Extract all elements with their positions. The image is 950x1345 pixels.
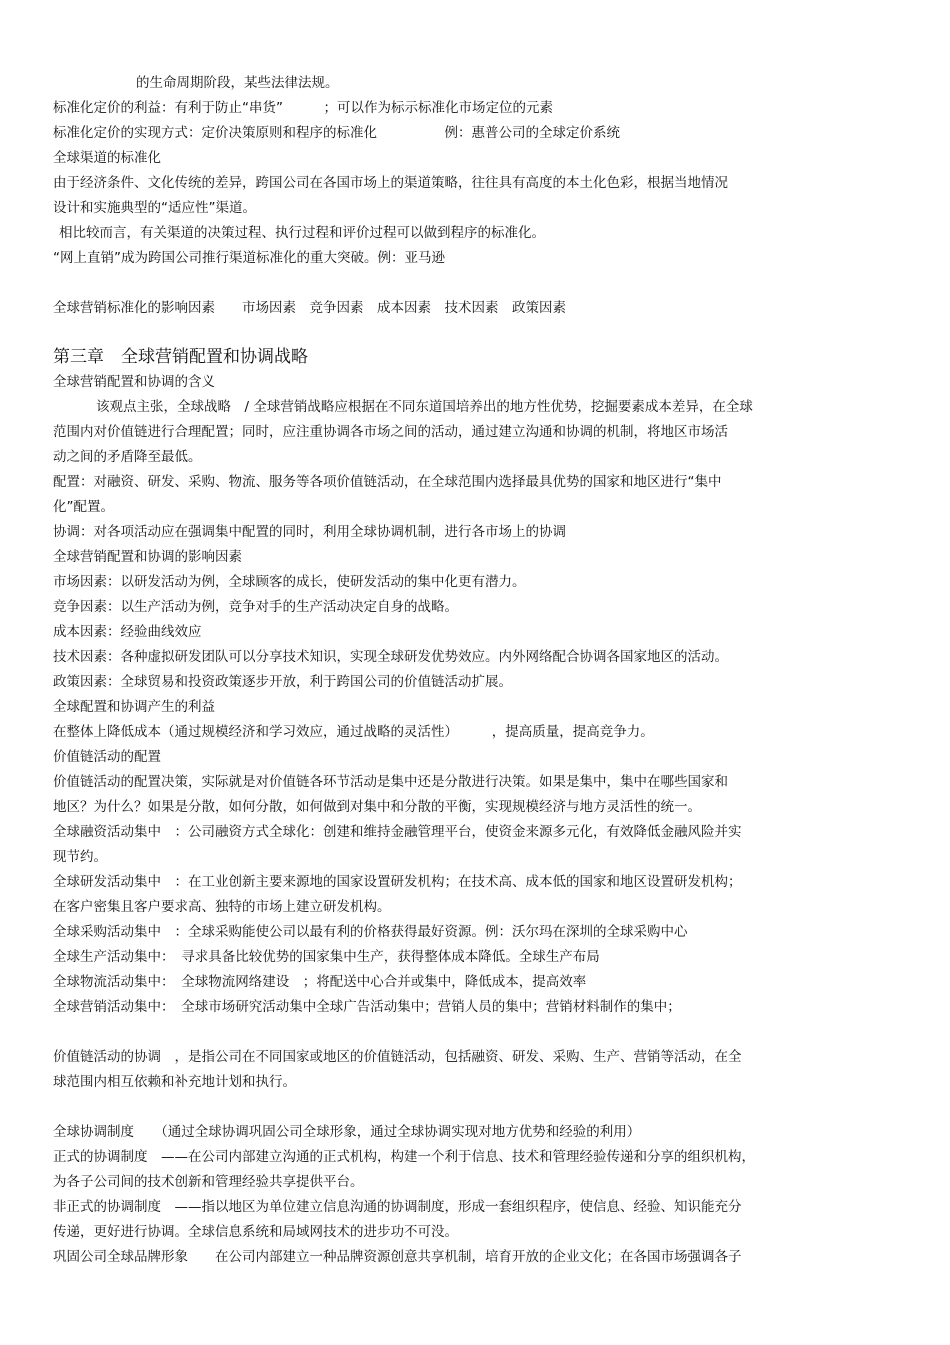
text-line: 由于经济条件、文化传统的差异，跨国公司在各国市场上的渠道策略，往往具有高度的本土化色彩，根据当地情况: [53, 175, 728, 191]
text-line: 全球营销活动集中： 全球市场研究活动集中全球广告活动集中；营销人员的集中；营销材料制作的集中；: [53, 999, 681, 1015]
text-line: 相比较而言，有关渠道的决策过程、执行过程和评价过程可以做到程序的标准化。: [59, 225, 545, 241]
text-line: 标准化定价的实现方式：定价决策原则和程序的标准化 例：惠普公司的全球定价系统: [53, 125, 620, 141]
text-line: 传递，更好进行协调。全球信息系统和局域网技术的进步功不可没。: [53, 1224, 458, 1240]
chapter-title: 第三章 全球营销配置和协调战略: [53, 347, 308, 367]
text-line: 技术因素：各种虚拟研发团队可以分享技术知识，实现全球研发优势效应。内外网络配合协调各国家地区的活动。: [53, 649, 728, 665]
text-line: 价值链活动的协调 ，是指公司在不同国家或地区的价值链活动，包括融资、研发、采购、生产、营销等活动，在全: [53, 1049, 742, 1065]
text-line: 全球融资活动集中 ：公司融资方式全球化：创建和维持金融管理平台，使资金来源多元化，有效降低金融风险并实: [53, 824, 742, 840]
text-line: 该观点主张，全球战略 / 全球营销战略应根据在不同东道国培养出的地方性优势，挖掘要素成本差异，在全球: [96, 399, 753, 415]
text-line: 现节约。: [53, 849, 107, 865]
text-line: 价值链活动的配置决策，实际就是对价值链各环节活动是集中还是分散进行决策。如果是集中，集中在哪些国家和: [53, 774, 728, 790]
text-line: 全球生产活动集中： 寻求具备比较优势的国家集中生产，获得整体成本降低。全球生产布局: [53, 949, 600, 965]
text-line: 范围内对价值链进行合理配置；同时，应注重协调各市场之间的活动，通过建立沟通和协调的机制，将地区市场活: [53, 424, 728, 440]
text-line: 全球采购活动集中 ：全球采购能使公司以最有利的价格获得最好资源。例：沃尔玛在深圳的全球采购中心: [53, 924, 688, 940]
text-line: 巩固公司全球品牌形象 在公司内部建立一种品牌资源创意共享机制，培育开放的企业文化；在各国市场强调各子: [53, 1249, 742, 1265]
text-line: 全球营销标准化的影响因素 市场因素 竞争因素 成本因素 技术因素 政策因素: [53, 300, 566, 316]
section-heading: 价值链活动的配置: [53, 749, 161, 765]
section-heading: 全球渠道的标准化: [53, 150, 161, 166]
text-line: 动之间的矛盾降至最低。: [53, 449, 202, 465]
section-heading: 全球营销配置和协调的含义: [53, 374, 215, 390]
text-line: 配置：对融资、研发、采购、物流、服务等各项价值链活动，在全球范围内选择最具优势的国家和地区进行“集中: [53, 474, 722, 490]
text-line: 化”配置。: [53, 499, 114, 515]
text-line: 全球协调制度 （通过全球协调巩固公司全球形象，通过全球协调实现对地方优势和经验的利用）: [53, 1124, 641, 1140]
text-line: 为各子公司间的技术创新和管理经验共享提供平台。: [53, 1174, 364, 1190]
text-line: 标准化定价的利益：有利于防止“串货” ；可以作为标示标准化市场定位的元素: [53, 100, 553, 116]
text-line: 市场因素：以研发活动为例，全球顾客的成长，使研发活动的集中化更有潜力。: [53, 574, 526, 590]
text-line: 球范围内相互依赖和补充地计划和执行。: [53, 1074, 296, 1090]
text-line: “网上直销”成为跨国公司推行渠道标准化的重大突破。例：亚马逊: [53, 250, 445, 266]
text-line: 在整体上降低成本（通过规模经济和学习效应，通过战略的灵活性） ，提高质量，提高竞争力。: [53, 724, 654, 740]
text-line: 正式的协调制度 ——在公司内部建立沟通的正式机构，构建一个利于信息、技术和管理经验传递和分享的组织机构，: [53, 1149, 755, 1165]
text-line: 政策因素：全球贸易和投资政策逐步开放，利于跨国公司的价值链活动扩展。: [53, 674, 512, 690]
text-line: 在客户密集且客户要求高、独特的市场上建立研发机构。: [53, 899, 391, 915]
text-line: 地区？为什么？如果是分散，如何分散，如何做到对集中和分散的平衡，实现规模经济与地方灵活性的统一。: [53, 799, 701, 815]
text-line: 竞争因素：以生产活动为例，竞争对手的生产活动决定自身的战略。: [53, 599, 458, 615]
text-line: 全球研发活动集中 ：在工业创新主要来源地的国家设置研发机构；在技术高、成本低的国家和地区设置研发机构；: [53, 874, 742, 890]
text-line: 全球物流活动集中： 全球物流网络建设 ；将配送中心合并或集中，降低成本，提高效率: [53, 974, 587, 990]
text-line: 成本因素：经验曲线效应: [53, 624, 202, 640]
section-heading: 全球配置和协调产生的利益: [53, 699, 215, 715]
text-line: 设计和实施典型的“适应性”渠道。: [53, 200, 256, 216]
text-line: 非正式的协调制度 ——指以地区为单位建立信息沟通的协调制度，形成一套组织程序，使信息、经验、知识能充分: [53, 1199, 742, 1215]
text-line: 协调：对各项活动应在强调集中配置的同时，利用全球协调机制，进行各市场上的协调: [53, 524, 566, 540]
section-heading: 全球营销配置和协调的影响因素: [53, 549, 242, 565]
text-line: 的生命周期阶段，某些法律法规。: [136, 75, 339, 91]
